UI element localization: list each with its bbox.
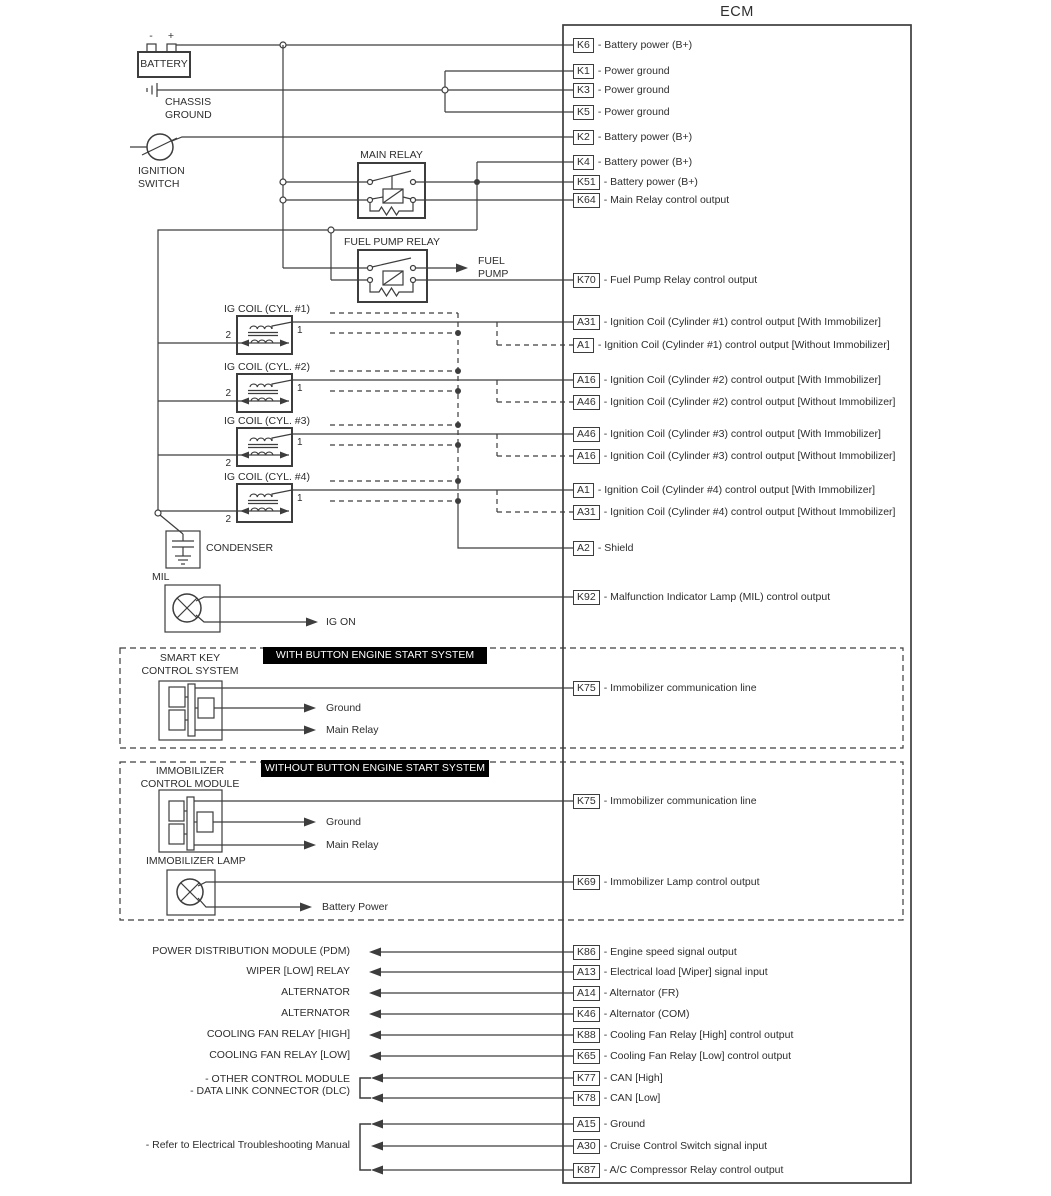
pin-id: K88 [573, 1028, 600, 1043]
mil-label: MIL [152, 571, 170, 583]
battery-power-label: Battery Power [322, 901, 388, 913]
pin-desc: - Alternator (COM) [603, 1008, 690, 1020]
pin-desc: - CAN [Low] [603, 1092, 661, 1104]
signal-dlc-label: - DATA LINK CONNECTOR (DLC) [190, 1085, 350, 1097]
pin-id: K77 [573, 1071, 600, 1086]
pin-id: A46 [573, 427, 600, 442]
pin-id: A14 [573, 986, 600, 1001]
pin-id: K51 [573, 175, 600, 190]
ecm-pin-k64 [573, 192, 729, 208]
ecm-pin-k75-smart-key [573, 680, 757, 696]
pin-desc: - Main Relay control output [603, 194, 730, 206]
pin-id: A2 [573, 541, 594, 556]
ecm-pin-k87 [573, 1162, 783, 1178]
ecm-pin-a15 [573, 1116, 645, 1132]
pin-id: K1 [573, 64, 594, 79]
smart-key-main-relay-label: Main Relay [326, 724, 379, 736]
pin-desc: - Battery power (B+) [597, 156, 693, 168]
signal-alternator-com-label: ALTERNATOR [281, 1007, 350, 1019]
ig-coil-1-terminal-2: 2 [225, 330, 231, 341]
pin-desc: - Shield [597, 542, 634, 554]
pin-desc: - Immobilizer communication line [603, 795, 757, 807]
pin-id: A15 [573, 1117, 600, 1132]
ig-coil-2-terminal-2: 2 [225, 388, 231, 399]
pin-id: K87 [573, 1163, 600, 1178]
ecm-pin-k51 [573, 174, 698, 190]
pin-desc: - Ignition Coil (Cylinder #3) control output [Without Immobilizer] [603, 450, 896, 462]
pin-desc: - Ground [603, 1118, 646, 1130]
pin-id: K86 [573, 945, 600, 960]
ecm-pin-a30 [573, 1138, 767, 1154]
ecm-pin-k6 [573, 37, 692, 53]
ig-on-label: IG ON [326, 616, 356, 628]
ecm-pin-a1-cyl4 [573, 482, 875, 498]
pin-id: K92 [573, 590, 600, 605]
ecm-pin-k5 [573, 104, 670, 120]
ecm-title: ECM [720, 4, 754, 20]
ecm-pin-k46 [573, 1006, 689, 1022]
footnote: - Refer to Electrical Troubleshooting Manual [145, 1139, 350, 1151]
pin-id: K5 [573, 105, 594, 120]
pin-desc: - Immobilizer Lamp control output [603, 876, 760, 888]
ig-coil-3-label: IG COIL (CYL. #3) [224, 415, 310, 427]
signal-cooling-fan-high-label: COOLING FAN RELAY [HIGH] [206, 1028, 350, 1040]
ig-coil-4-label: IG COIL (CYL. #4) [224, 471, 310, 483]
ig-coil-3-terminal-1: 1 [297, 437, 303, 448]
ecm-pin-k4 [573, 154, 692, 170]
pin-desc: - Immobilizer communication line [603, 682, 757, 694]
ecm-pin-a14 [573, 985, 679, 1001]
pin-id: K70 [573, 273, 600, 288]
pin-desc: - Cruise Control Switch signal input [603, 1140, 768, 1152]
ecm-pin-a31-cyl1 [573, 314, 881, 330]
signal-wiper-relay-label: WIPER [LOW] RELAY [246, 965, 350, 977]
pin-id: K75 [573, 681, 600, 696]
pin-id: A30 [573, 1139, 600, 1154]
shield-to-a2-wire [458, 501, 573, 548]
fuel-pump-relay-symbol [283, 250, 573, 302]
signal-cooling-fan-low-label: COOLING FAN RELAY [LOW] [209, 1049, 350, 1061]
immobilizer-lamp-label: IMMOBILIZER LAMP [146, 855, 246, 867]
ecm-pin-k2 [573, 129, 692, 145]
pin-desc: - A/C Compressor Relay control output [603, 1164, 784, 1176]
pin-id: A13 [573, 965, 600, 980]
ecm-pin-a2-shield [573, 540, 633, 556]
pin-desc: - Battery power (B+) [597, 39, 693, 51]
pin-id: K46 [573, 1007, 600, 1022]
chassis-ground-label: CHASSIS GROUND [165, 96, 212, 121]
fuel-pump-relay-label: FUEL PUMP RELAY [343, 236, 441, 248]
ecm-pin-a46-cyl2 [573, 394, 895, 410]
pin-desc: - Ignition Coil (Cylinder #2) control output [With Immobilizer] [603, 374, 881, 386]
pin-id: K4 [573, 155, 594, 170]
battery-symbol [138, 42, 573, 77]
smart-key-ground-label: Ground [326, 702, 362, 714]
ecm-pin-k92 [573, 589, 830, 605]
pin-desc: - Ignition Coil (Cylinder #1) control output [With Immobilizer] [603, 316, 881, 328]
without-button-banner: WITHOUT BUTTON ENGINE START SYSTEM [261, 760, 489, 777]
ignition-switch-label: IGNITION SWITCH [138, 165, 185, 190]
pin-id: K2 [573, 130, 594, 145]
pin-id: K6 [573, 38, 594, 53]
pin-id: A1 [573, 483, 594, 498]
main-relay-label: MAIN RELAY [360, 149, 423, 161]
pin-id: A16 [573, 373, 600, 388]
pin-desc: - Engine speed signal output [603, 946, 737, 958]
ecm-pin-a13 [573, 964, 768, 980]
pin-id: K3 [573, 83, 594, 98]
ig-coil-2-label: IG COIL (CYL. #2) [224, 361, 310, 373]
bottom-signal-arrows [369, 948, 573, 1061]
pin-id: A16 [573, 449, 600, 464]
ig-coil-1-label: IG COIL (CYL. #1) [224, 303, 310, 315]
pin-desc: - Power ground [597, 106, 670, 118]
ecm-pin-k77 [573, 1070, 663, 1086]
ecm-pin-a16-cyl2 [573, 372, 881, 388]
pin-desc: - Cooling Fan Relay [High] control output [603, 1029, 794, 1041]
pin-desc: - Ignition Coil (Cylinder #4) control output [With Immobilizer] [597, 484, 876, 496]
pin-desc: - Cooling Fan Relay [Low] control output [603, 1050, 792, 1062]
pin-desc: - Electrical load [Wiper] signal input [603, 966, 768, 978]
ecm-pin-k70 [573, 272, 757, 288]
ecm-pin-k1 [573, 63, 670, 79]
pin-id: K75 [573, 794, 600, 809]
ecm-pin-a1-cyl1 [573, 337, 890, 353]
ecm-pin-k65 [573, 1048, 791, 1064]
with-button-banner: WITH BUTTON ENGINE START SYSTEM [263, 647, 487, 664]
pin-id: A1 [573, 338, 594, 353]
fuel-pump-label: FUEL PUMP [478, 255, 509, 280]
pin-id: K64 [573, 193, 600, 208]
ig-coil-2-terminal-1: 1 [297, 383, 303, 394]
ecm-pin-a46-cyl3 [573, 426, 881, 442]
ecm-pin-k69 [573, 874, 760, 890]
ignition-switch-symbol [130, 134, 573, 160]
pin-desc: - Ignition Coil (Cylinder #2) control output [Without Immobilizer] [603, 396, 896, 408]
shield-dashed-lines [330, 313, 573, 512]
immobilizer-ground-label: Ground [326, 816, 362, 828]
ecm-pin-a31-cyl4 [573, 504, 895, 520]
signal-alternator-fr-label: ALTERNATOR [281, 986, 350, 998]
pin-desc: - CAN [High] [603, 1072, 663, 1084]
pin-desc: - Power ground [597, 65, 670, 77]
immobilizer-module-label: IMMOBILIZER CONTROL MODULE [140, 765, 240, 790]
manual-bracket [360, 1120, 573, 1175]
pin-desc: - Ignition Coil (Cylinder #1) control output [Without Immobilizer] [597, 339, 890, 351]
pin-desc: - Malfunction Indicator Lamp (MIL) control output [603, 591, 831, 603]
pin-desc: - Power ground [597, 84, 670, 96]
immobilizer-main-relay-label: Main Relay [326, 839, 379, 851]
ig-coil-4-terminal-1: 1 [297, 493, 303, 504]
condenser-symbol [155, 510, 200, 568]
pin-desc: - Alternator (FR) [603, 987, 679, 999]
ig-coil-1-terminal-1: 1 [297, 325, 303, 336]
mil-lamp-symbol [165, 585, 573, 632]
pin-desc: - Ignition Coil (Cylinder #4) control output [Without Immobilizer] [603, 506, 896, 518]
can-bracket [360, 1074, 573, 1103]
pin-desc: - Fuel Pump Relay control output [603, 274, 758, 286]
battery-plus-terminal-label: + [167, 30, 175, 42]
ecm-pin-k75-immobilizer [573, 793, 757, 809]
ig-coil-3-terminal-2: 2 [225, 458, 231, 469]
pin-id: K65 [573, 1049, 600, 1064]
ecm-pin-k78 [573, 1090, 660, 1106]
ecm-pin-k88 [573, 1027, 793, 1043]
pin-id: A31 [573, 315, 600, 330]
condenser-label: CONDENSER [206, 542, 274, 554]
pin-id: K69 [573, 875, 600, 890]
pin-id: A31 [573, 505, 600, 520]
ecm-pin-k86 [573, 944, 737, 960]
smart-key-module-label: SMART KEY CONTROL SYSTEM [141, 652, 239, 677]
pin-desc: - Battery power (B+) [603, 176, 698, 188]
battery-label: BATTERY [140, 58, 188, 70]
signal-pdm-label: POWER DISTRIBUTION MODULE (PDM) [152, 945, 350, 957]
ecm-pin-k3 [573, 82, 670, 98]
pin-desc: - Ignition Coil (Cylinder #3) control output [With Immobilizer] [603, 428, 881, 440]
ig-coil-4-terminal-2: 2 [225, 514, 231, 525]
pin-desc: - Battery power (B+) [597, 131, 693, 143]
pin-id: A46 [573, 395, 600, 410]
ecm-pin-a16-cyl3 [573, 448, 895, 464]
signal-other-control-module-label: - OTHER CONTROL MODULE [205, 1073, 350, 1085]
pin-id: K78 [573, 1091, 600, 1106]
battery-minus-terminal-label: - [149, 30, 153, 42]
